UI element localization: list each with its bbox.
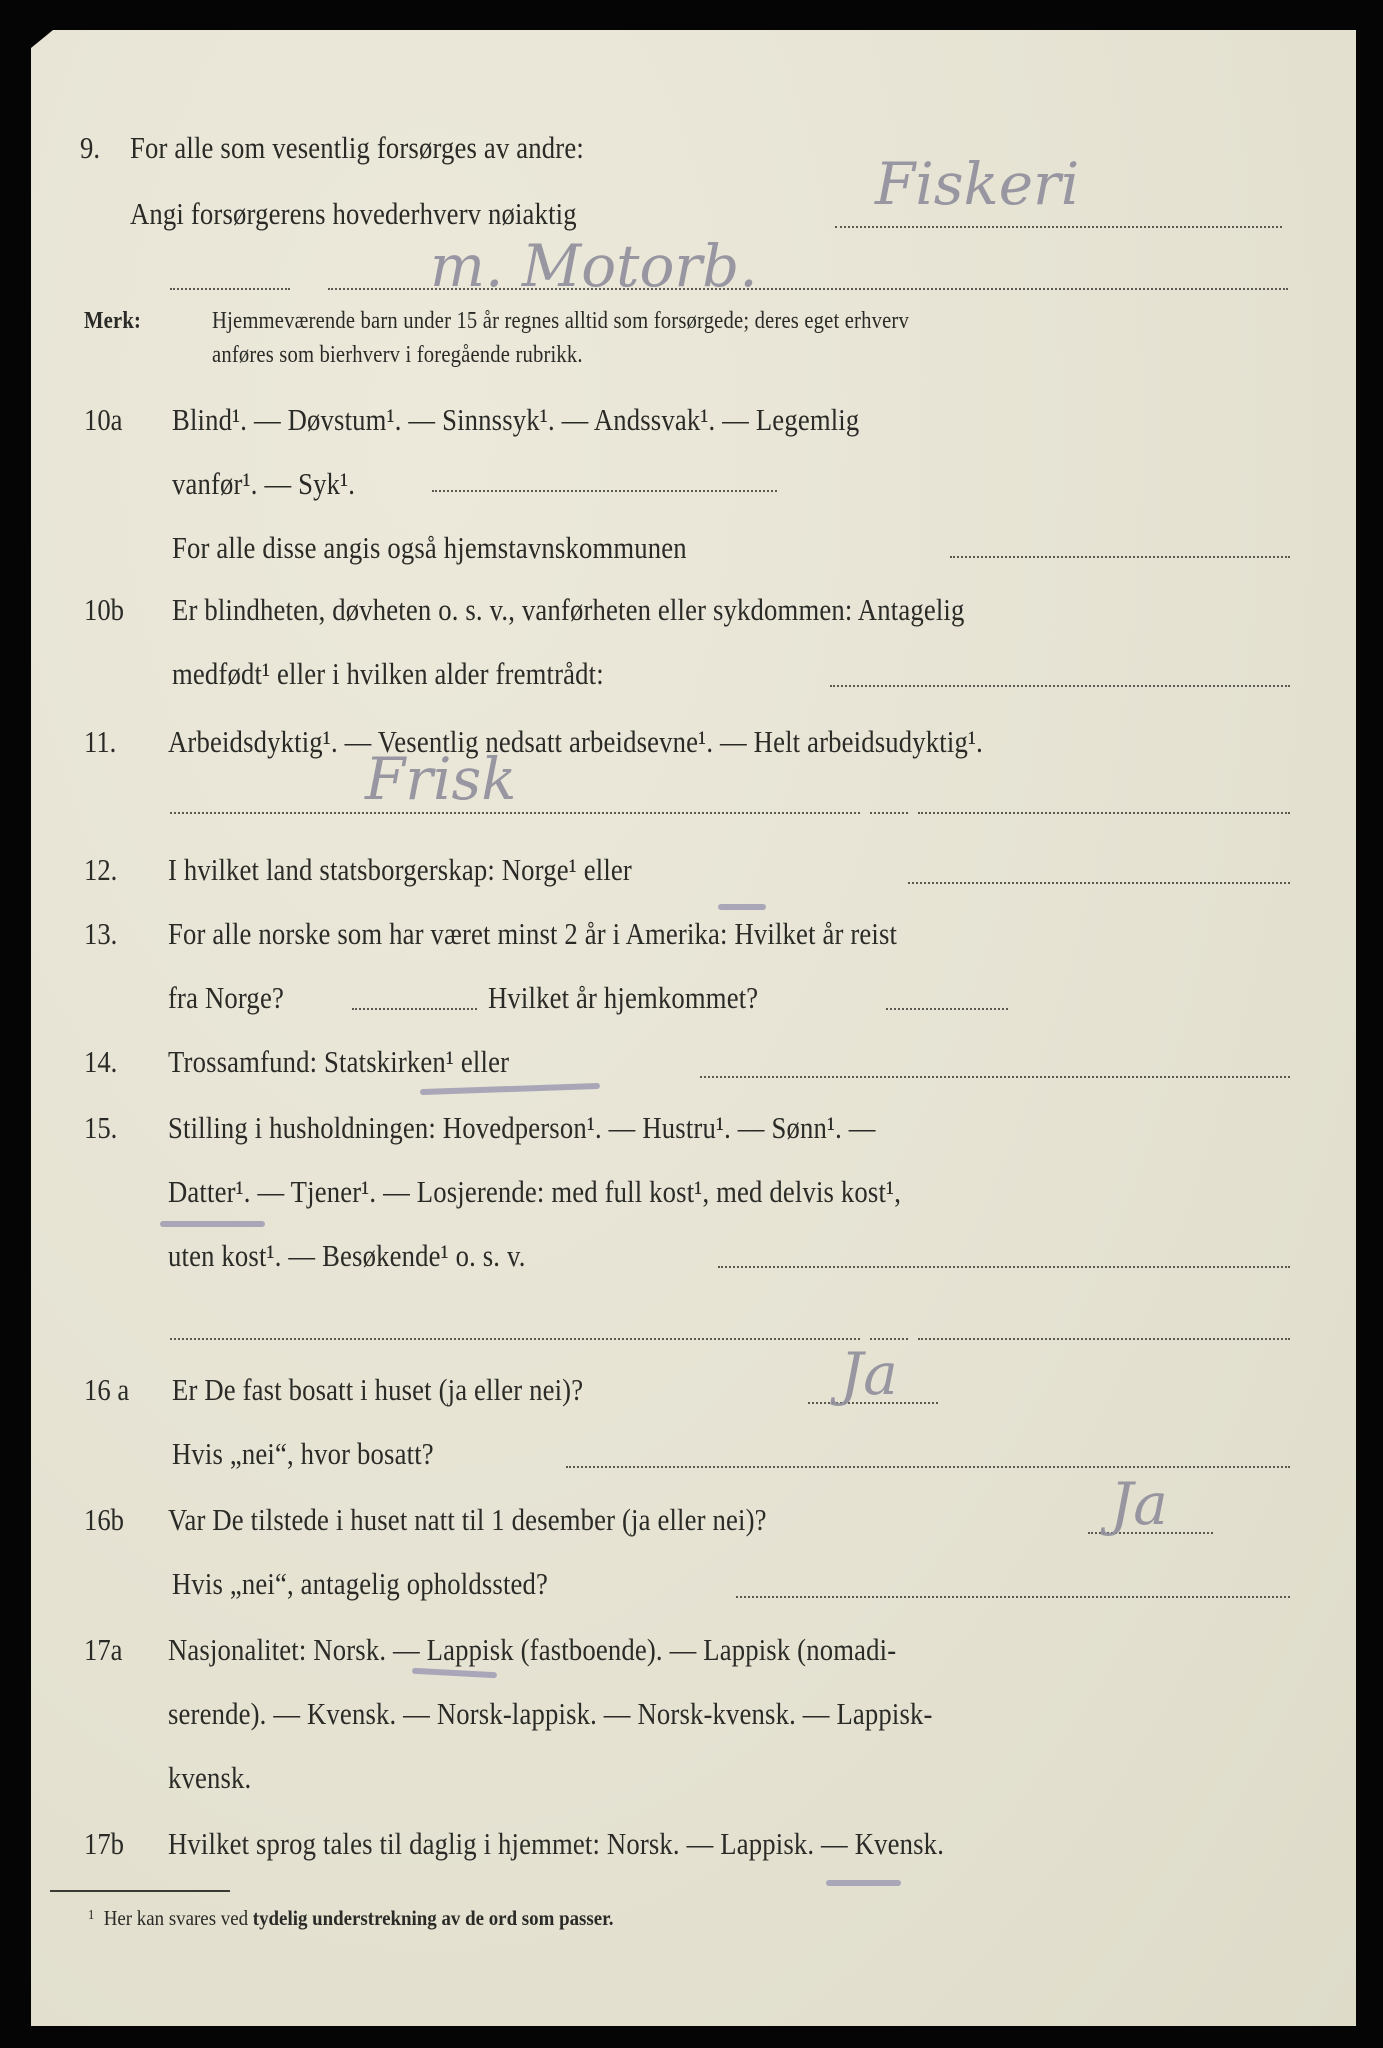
- footnote: [88, 1906, 614, 1931]
- item-15-line-3: uten kost¹. — Besøkende¹ o. s. v.: [168, 1238, 526, 1273]
- item-16b-answer-line-2: [736, 1596, 1290, 1598]
- item-10b-answer-line: [830, 685, 1290, 687]
- footnote-rule: [50, 1890, 230, 1892]
- item-16a-answer-line-2: [566, 1466, 1290, 1468]
- item-10a-line-3: For alle disse angis også hjemstavnskommunen: [172, 530, 687, 565]
- footnote-plain: Her kan svares ved: [103, 1906, 249, 1930]
- item-15-underline-datter: [160, 1221, 265, 1227]
- item-9-line-2: Angi forsørgerens hovederhverv nøiaktig: [130, 196, 577, 231]
- item-14-number: 14.: [84, 1044, 118, 1079]
- item-9-line-1: For alle som vesentlig forsørges av andre:: [130, 130, 584, 165]
- item-15-line-1: Stilling i husholdningen: Hovedperson¹. — Hustru¹. — Sønn¹. —: [168, 1110, 876, 1145]
- item-10b-line-1: Er blindheten, døvheten o. s. v., vanførheten eller sykdommen: Antagelig: [172, 592, 965, 627]
- item-15-answer-line-2a: [170, 1338, 860, 1340]
- item-16b-line-2: Hvis „nei“, antagelig opholdssted?: [172, 1566, 549, 1601]
- item-13-line-2: fra Norge?: [168, 980, 284, 1015]
- item-13-number: 13.: [84, 916, 118, 951]
- item-9-handwritten-2: m. Motorb.: [430, 232, 758, 300]
- item-15-line-2: Datter¹. — Tjener¹. — Losjerende: med full kost¹, med delvis kost¹,: [168, 1174, 902, 1209]
- item-10a-number: 10a: [84, 402, 123, 437]
- item-12-number: 12.: [84, 852, 118, 887]
- item-15-answer-line-2c: [918, 1338, 1290, 1340]
- item-12-underline-norge: [718, 904, 766, 910]
- item-16b-number: 16b: [84, 1502, 124, 1537]
- item-10a-line-1: Blind¹. — Døvstum¹. — Sinnssyk¹. — Andssvak¹. — Legemlig: [172, 402, 860, 437]
- item-17a-number: 17a: [84, 1632, 123, 1667]
- item-16b-line-1: Var De tilstede i huset natt til 1 desember (ja eller nei)?: [168, 1502, 767, 1537]
- item-13-answer-line-2: [886, 1008, 1008, 1010]
- item-16a-line-2: Hvis „nei“, hvor bosatt?: [172, 1436, 434, 1471]
- item-12-answer-line: [908, 882, 1290, 884]
- footnote-mark: 1: [88, 1908, 95, 1923]
- item-17a-line-3: kvensk.: [168, 1760, 252, 1795]
- item-16a-handwritten: Ja: [840, 1340, 898, 1408]
- item-16a-line-1: Er De fast bosatt i huset (ja eller nei)?: [172, 1372, 584, 1407]
- item-11-number: 11.: [84, 724, 117, 759]
- footnote-bold: tydelig understrekning av de ord som passer.: [252, 1906, 614, 1930]
- item-11-answer-line-a: [170, 812, 860, 814]
- item-17b-number: 17b: [84, 1826, 124, 1861]
- item-10a-line-2: vanfør¹. — Syk¹.: [172, 466, 356, 501]
- item-10b-number: 10b: [84, 592, 124, 627]
- item-13-line-1: For alle norske som har været minst 2 år i Amerika: Hvilket år reist: [168, 916, 898, 951]
- item-15-answer-line-1: [718, 1266, 1290, 1268]
- item-11-line-1: Arbeidsdyktig¹. — Vesentlig nedsatt arbeidsevne¹. — Helt arbeidsudyktig¹.: [168, 724, 983, 759]
- item-11-answer-line-c: [918, 812, 1290, 814]
- item-9-handwritten-1: Fiskeri: [875, 150, 1080, 218]
- item-9-number: 9.: [80, 130, 100, 165]
- item-17b-underline-norsk: [826, 1880, 901, 1886]
- item-16b-handwritten: Ja: [1110, 1470, 1168, 1538]
- merk-label: Merk:: [84, 308, 142, 334]
- item-15-number: 15.: [84, 1110, 118, 1145]
- item-17b-line-1: Hvilket sprog tales til daglig i hjemmet: Norsk. — Lappisk. — Kvensk.: [168, 1826, 945, 1861]
- item-13-answer-line-1: [352, 1008, 477, 1010]
- item-12-line-1: I hvilket land statsborgerskap: Norge¹ eller: [168, 852, 632, 887]
- item-16a-number: 16 a: [84, 1372, 130, 1407]
- item-10a-answer-line-2: [950, 556, 1290, 558]
- item-13-line-3: Hvilket år hjemkommet?: [488, 980, 759, 1015]
- merk-line-2: anføres som bierhverv i foregående rubrikk.: [212, 342, 583, 368]
- item-9-answer-line-1: [835, 226, 1282, 228]
- item-9-answer-line-2a: [170, 288, 290, 290]
- item-10b-line-2: medfødt¹ eller i hvilken alder fremtrådt:: [172, 656, 604, 691]
- item-11-answer-line-b: [870, 812, 908, 814]
- merk-line-1: Hjemmeværende barn under 15 år regnes alltid som forsørgede; deres eget erhverv: [212, 308, 909, 334]
- item-11-handwritten: Frisk: [365, 745, 517, 813]
- item-9-answer-line-2b: [328, 288, 1288, 290]
- item-14-answer-line: [700, 1076, 1290, 1078]
- item-10a-answer-line-1: [432, 490, 777, 492]
- item-17a-line-2: serende). — Kvensk. — Norsk-lappisk. — Norsk-kvensk. — Lappisk-: [168, 1696, 933, 1731]
- item-17a-line-1: Nasjonalitet: Norsk. — Lappisk (fastboende). — Lappisk (nomadi-: [168, 1632, 897, 1667]
- item-14-line-1: Trossamfund: Statskirken¹ eller: [168, 1044, 510, 1079]
